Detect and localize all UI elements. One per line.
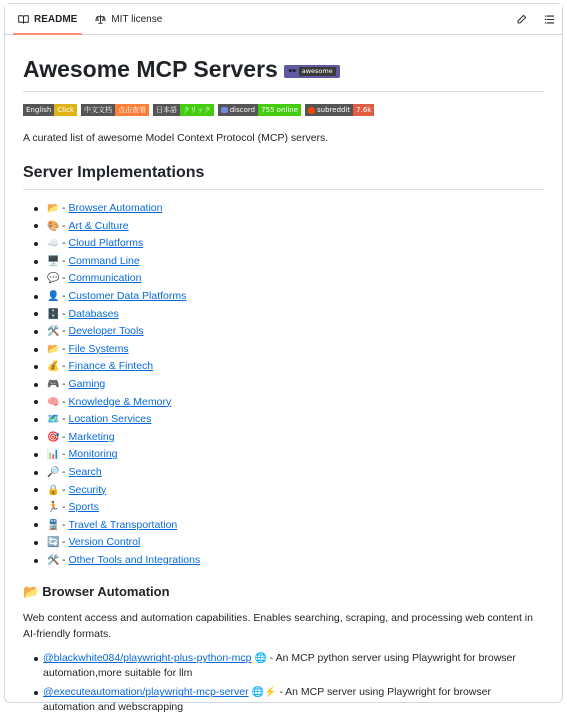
book-icon xyxy=(18,14,29,25)
category-link[interactable]: Version Control xyxy=(68,536,141,549)
list-item: 🎨 - Art & Culture xyxy=(34,218,544,236)
badge-chinese[interactable]: 中文文档 点击查看 xyxy=(81,104,149,116)
discord-icon xyxy=(221,107,228,113)
list-item: 🎯 - Marketing xyxy=(34,429,544,447)
tab-label: README xyxy=(34,13,78,25)
outline-list-icon[interactable] xyxy=(542,13,556,27)
edit-icon[interactable] xyxy=(514,13,528,27)
list-item: 🗺️ - Location Services xyxy=(34,411,544,429)
category-icon: 🗺️ xyxy=(47,414,60,426)
list-item: 🚆 - Travel & Transportation xyxy=(34,517,544,535)
list-item: 🗄️ - Databases xyxy=(34,306,544,324)
category-icon: 💬 xyxy=(47,273,60,285)
category-icon: 🖥️ xyxy=(47,255,60,267)
list-item: 🛠️ - Developer Tools xyxy=(34,323,544,341)
awesome-badge[interactable]: 🕶 awesome xyxy=(284,65,340,78)
category-icon: ☁️ xyxy=(47,238,60,250)
category-icon: 🎯 xyxy=(47,431,60,443)
list-item: 💰 - Finance & Fintech xyxy=(34,358,544,376)
badge-japanese[interactable]: 日本語 クリック xyxy=(153,104,214,116)
category-icon: 🔒 xyxy=(47,484,60,496)
category-icon: 🛠️ xyxy=(47,326,60,338)
category-link[interactable]: Location Services xyxy=(68,413,152,426)
category-icon: 🛠️ xyxy=(47,554,60,566)
server-link[interactable]: @executeautomation/playwright-mcp-server xyxy=(43,686,249,699)
server-description: - An MCP python server using Playwright for browser automation,more suitable for llm xyxy=(43,652,516,680)
badge-subreddit[interactable]: subreddit 7.6k xyxy=(305,104,374,116)
section-heading: Server Implementations xyxy=(23,163,544,190)
list-item: 🖥️ - Command Line xyxy=(34,253,544,271)
category-icon: 🔎 xyxy=(47,466,60,478)
sunglasses-icon: 🕶 xyxy=(287,68,296,75)
server-description: - An MCP server using Playwright for browser automation and webscrapping xyxy=(43,686,491,714)
list-item: 📂 - Browser Automation xyxy=(34,200,544,218)
category-link[interactable]: Travel & Transportation xyxy=(68,518,178,531)
category-icon: 🗄️ xyxy=(47,308,60,320)
category-link[interactable]: Command Line xyxy=(68,254,140,267)
category-icon: 📂 xyxy=(47,203,60,214)
list-item: 🧠 - Knowledge & Memory xyxy=(34,394,544,412)
list-item xyxy=(34,651,544,681)
category-link[interactable]: Art & Culture xyxy=(68,219,129,232)
category-link[interactable]: Cloud Platforms xyxy=(68,237,144,250)
list-item xyxy=(34,685,544,715)
server-list xyxy=(23,651,544,715)
readme-panel xyxy=(4,3,563,714)
server-link[interactable]: @blackwhite084/playwright-plus-python-mcp xyxy=(43,652,252,665)
browser-automation-heading: 📂 Browser Automation xyxy=(23,584,170,600)
list-item: 👤 - Customer Data Platforms xyxy=(34,288,544,306)
category-link[interactable]: Other Tools and Integrations xyxy=(68,553,201,566)
category-icon: 🎨 xyxy=(47,220,60,232)
category-icon: 👤 xyxy=(47,290,60,302)
list-item: 📊 - Monitoring xyxy=(34,446,544,464)
category-link[interactable]: File Systems xyxy=(68,342,129,355)
list-item: 🏃 - Sports xyxy=(34,499,544,517)
category-link[interactable]: Security xyxy=(68,483,107,496)
folder-icon: 📂 xyxy=(23,584,40,600)
globe-icon: 🌐 xyxy=(254,653,267,665)
list-item: 🎮 - Gaming xyxy=(34,376,544,394)
category-icon: 🏃 xyxy=(47,502,60,514)
category-list xyxy=(23,200,544,569)
category-link[interactable]: Gaming xyxy=(68,377,106,390)
page-title: Awesome MCP Servers 🕶 awesome xyxy=(23,55,544,92)
category-link[interactable]: Marketing xyxy=(68,430,115,443)
tab-label: MIT license xyxy=(111,13,163,25)
category-icon: 🔄 xyxy=(47,537,60,549)
list-item: 📂 - File Systems xyxy=(34,341,544,359)
list-item: 💬 - Communication xyxy=(34,270,544,288)
readme-description: A curated list of awesome Model Context Protocol (MCP) servers. xyxy=(23,132,329,144)
category-link[interactable]: Communication xyxy=(68,272,142,285)
category-icon: 📊 xyxy=(47,449,60,461)
category-icon: 🎮 xyxy=(47,378,60,390)
list-item: 🔒 - Security xyxy=(34,482,544,500)
category-link[interactable]: Sports xyxy=(68,501,99,514)
category-icon: 🚆 xyxy=(47,519,60,531)
category-icon: 📂 xyxy=(47,343,60,355)
category-link[interactable]: Monitoring xyxy=(68,448,118,461)
list-item: 🔄 - Version Control xyxy=(34,534,544,552)
list-item: ☁️ - Cloud Platforms xyxy=(34,235,544,253)
list-item: 🛠️ - Other Tools and Integrations xyxy=(34,552,544,570)
category-link[interactable]: Browser Automation xyxy=(68,202,163,214)
category-link[interactable]: Search xyxy=(68,465,102,478)
category-link[interactable]: Developer Tools xyxy=(68,325,144,338)
category-link[interactable]: Knowledge & Memory xyxy=(68,395,172,408)
tab-bar xyxy=(5,4,562,35)
badge-english[interactable]: English Click xyxy=(23,104,77,116)
section-description: Web content access and automation capabilities. Enables searching, scraping, and processing web content in AI-friendly formats. xyxy=(23,612,533,641)
globe-icon: 🌐⚡ xyxy=(251,687,277,699)
category-link[interactable]: Customer Data Platforms xyxy=(68,289,187,302)
law-icon xyxy=(95,14,106,25)
tab-readme[interactable] xyxy=(9,4,86,34)
category-icon: 💰 xyxy=(47,361,60,373)
reddit-icon xyxy=(308,107,315,114)
badge-row xyxy=(23,104,544,116)
tab-license[interactable] xyxy=(86,4,171,34)
category-link[interactable]: Databases xyxy=(68,307,119,320)
category-link[interactable]: Finance & Fintech xyxy=(68,360,154,373)
category-icon: 🧠 xyxy=(47,396,60,408)
badge-discord[interactable]: discord 755 online xyxy=(218,104,301,116)
list-item: 🔎 - Search xyxy=(34,464,544,482)
